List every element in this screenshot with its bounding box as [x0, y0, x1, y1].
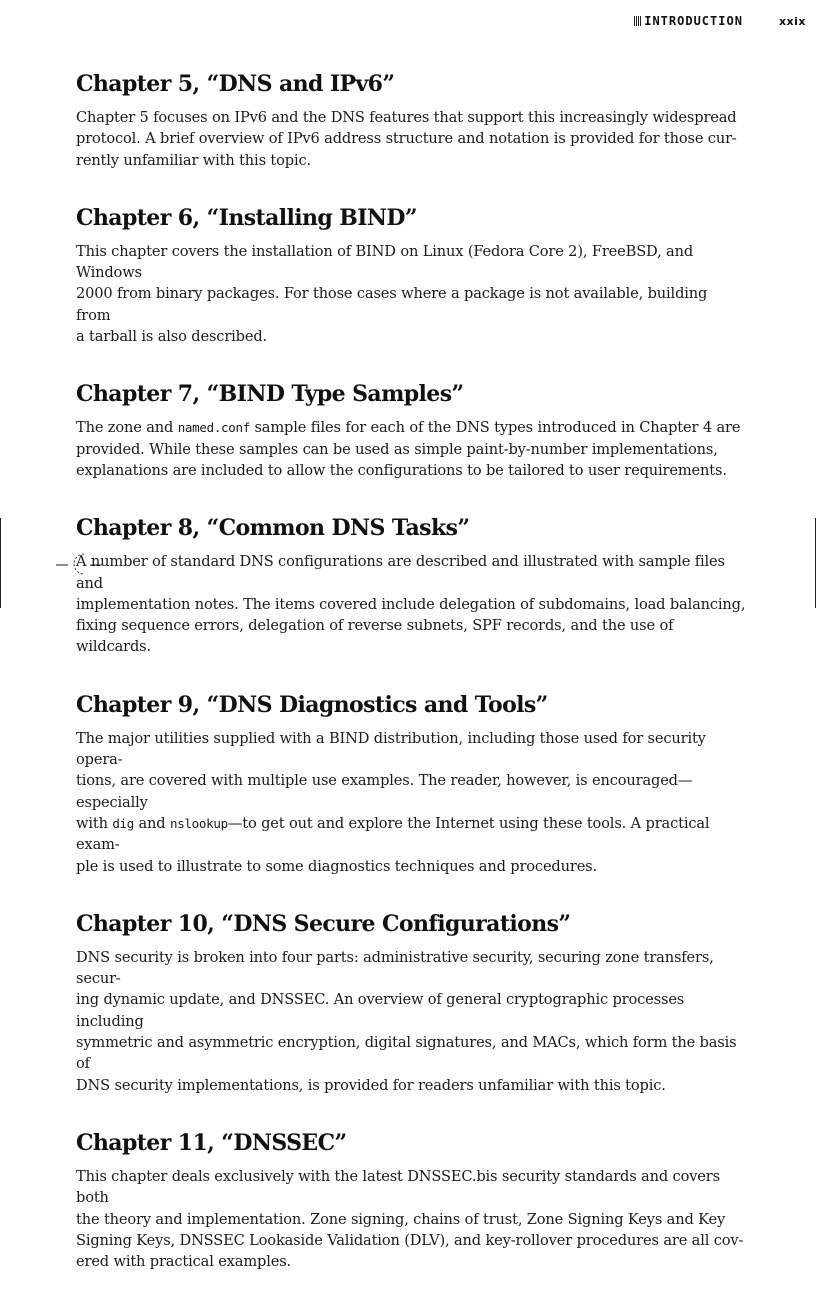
chapter-6-description: This chapter covers the installation of BIND on Linux (Fedora Core 2), FreeBSD, and Windows 2000 from binary packages. For those cases where a package is not available, building from a tarball is also described.	[76, 242, 708, 346]
chapter-7-section	[76, 378, 746, 481]
running-head-bars-icon	[634, 16, 642, 26]
chapter-7-heading: Chapter 7, “BIND Type Samples”	[76, 381, 464, 408]
chapter-10-section	[76, 908, 746, 1096]
named-conf-code: named.conf	[177, 420, 250, 436]
chapter-9-text-2: and	[134, 814, 170, 832]
chapter-11-section	[76, 1127, 746, 1272]
chapter-9-text-1: The major utilities supplied with a BIND distribution, including those used for security opera- tions, are covered with multiple use examples. The reader, however, is encouraged—especially with	[76, 729, 706, 832]
crop-mark-left	[0, 518, 1, 608]
chapter-7-description	[76, 417, 746, 481]
chapter-6-heading: Chapter 6, “Installing BIND”	[76, 204, 417, 231]
chapter-7-text-2: sample files for each of the DNS types introduced in Chapter 4 are provided. While these samples can be used as simple paint-by-number implementations, explanations are included to allow the configurations to be tailored to user requirements.	[76, 419, 741, 479]
chapter-10-description: DNS security is broken into four parts: administrative security, securing zone transfers, secur- ing dynamic update, and DNSSEC. An overview of general cryptographic processes including symmetric and asymmetric encryption, digital signatures, and MACs, which form the basis of DNS security implementations, is provided for readers unfamiliar with this topic.	[76, 948, 737, 1094]
chapter-5-heading: Chapter 5, “DNS and IPv6”	[76, 71, 395, 97]
chapter-9-description	[76, 728, 746, 877]
chapter-5-description: Chapter 5 focuses on IPv6 and the DNS features that support this increasingly widespread protocol. A brief overview of IPv6 address structure and notation is provided for those cur- rently unfamiliar with this topic.	[76, 109, 737, 169]
chapter-8-section	[76, 512, 746, 657]
chapter-8-heading: Chapter 8, “Common DNS Tasks”	[76, 515, 470, 542]
page-number: xxix	[778, 14, 806, 28]
running-head-section: INTRODUCTION	[644, 14, 743, 28]
chapter-5-section	[76, 68, 746, 171]
chapter-6-section	[76, 202, 746, 347]
nslookup-code: nslookup	[169, 815, 228, 831]
running-head	[634, 13, 806, 29]
chapter-11-heading: Chapter 11, “DNSSEC”	[76, 1129, 347, 1156]
chapter-9-text-3: —to get out and explore the Internet using these tools. A practical exam- ple is used to illustrate to some diagnostics techniques and procedures.	[76, 814, 710, 875]
page-content	[76, 68, 746, 1303]
chapter-9-heading: Chapter 9, “DNS Diagnostics and Tools”	[76, 691, 548, 718]
chapter-11-description: This chapter deals exclusively with the latest DNSSEC.bis security standards and covers both the theory and implementation. Zone signing, chains of trust, Zone Signing Keys and Key Signing Keys, DNSSEC Lookaside Validation (DLV), and key-rollover procedures are all cov- ered with practical examples.	[76, 1167, 744, 1271]
chapter-8-description: A number of standard DNS configurations are described and illustrated with sample files and implementation notes. The items covered include delegation of subdomains, load balancing, fixing sequence errors, delegation of reverse subnets, SPF records, and the use of wildcards.	[76, 553, 746, 656]
dig-code: dig	[112, 815, 134, 831]
chapter-7-text-1: The zone and	[76, 419, 178, 437]
chapter-10-heading: Chapter 10, “DNS Secure Configurations”	[76, 910, 571, 937]
chapter-9-section	[76, 689, 746, 877]
